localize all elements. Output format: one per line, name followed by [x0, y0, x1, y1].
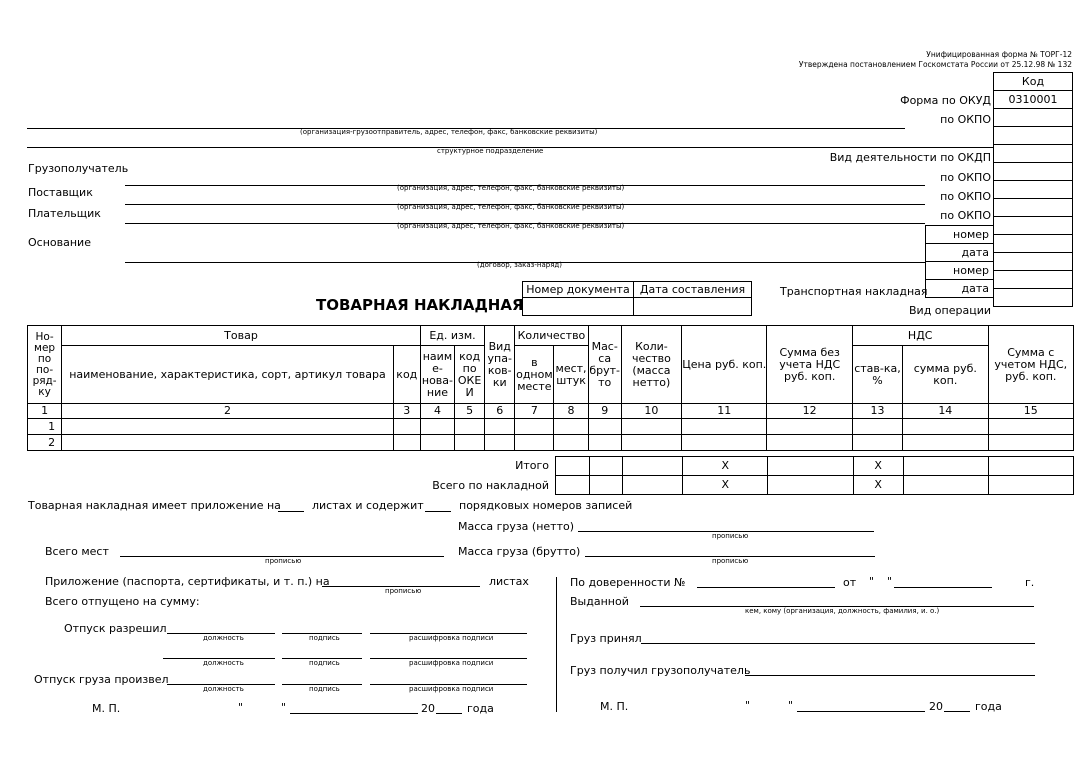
x-mark: X	[683, 476, 768, 495]
doverennost-label: По доверенности №	[570, 576, 686, 589]
col-kod-header: код	[393, 346, 420, 404]
mass-netto-label: Масса груза (нетто)	[458, 520, 575, 533]
rasshifrovka-caption: расшифровка подписи	[409, 634, 494, 642]
doverennost-number-line[interactable]	[697, 587, 835, 588]
col-number: 11	[682, 404, 767, 419]
okpo-label-3: по ОКПО	[940, 190, 991, 203]
quote: "	[788, 699, 794, 712]
col-v-odnom-header: в одном месте	[515, 346, 554, 404]
ot-label: от	[843, 576, 857, 589]
row-number: 2	[28, 435, 62, 451]
quote: "	[238, 701, 244, 714]
col-ed-code-header: код по ОКЕ И	[455, 346, 485, 404]
col-number: 6	[485, 404, 515, 419]
transport-number-label: номер	[926, 262, 994, 280]
table-row[interactable]	[28, 435, 1074, 451]
otpusk-razreshil-label: Отпуск разрешил	[64, 622, 167, 635]
col-number: 10	[621, 404, 681, 419]
goda-right: года	[975, 700, 1002, 713]
attach-text-3: порядковых номеров записей	[459, 499, 633, 512]
okdp-label: Вид деятельности по ОКДП	[829, 151, 991, 164]
document-title: ТОВАРНАЯ НАКЛАДНАЯ	[316, 296, 524, 314]
podpis-caption: подпись	[309, 659, 340, 667]
vertical-divider	[556, 577, 557, 712]
operation-type-value[interactable]	[994, 289, 1073, 307]
gruz-prinyal-label: Груз принял	[570, 632, 642, 645]
date-line-left[interactable]	[290, 713, 418, 714]
x-mark: X	[853, 476, 903, 495]
quote: "	[887, 575, 893, 588]
vsego-row	[556, 476, 1074, 495]
col-ed-name-header: наим е-нова-ние	[420, 346, 454, 404]
okpo-shipper-value[interactable]	[994, 109, 1073, 127]
operation-type-label: Вид операции	[909, 304, 991, 317]
otpusk-proizvel-label: Отпуск груза произвел	[34, 673, 169, 686]
subdivision-caption: структурное подразделение	[437, 147, 544, 155]
basis-date-label: дата	[926, 244, 994, 262]
propisyu-caption: прописью	[265, 557, 302, 565]
gruz-prinyal-line[interactable]	[641, 643, 1035, 644]
rasshifrovka-caption: расшифровка подписи	[409, 659, 494, 667]
consignee-label: Грузополучатель	[28, 162, 129, 175]
shipper-caption: (организация-грузоотправитель, адрес, телефон, факс, банковские реквизиты)	[300, 128, 598, 136]
col-number: 12	[767, 404, 852, 419]
col-kolvo-header: Количество	[515, 326, 588, 346]
col-number: 8	[554, 404, 588, 419]
col-number: 4	[420, 404, 454, 419]
goda-left: года	[467, 702, 494, 715]
consignee-caption: (организация, адрес, телефон, факс, банковские реквизиты)	[397, 184, 625, 192]
year-prefix-left: 20	[421, 702, 435, 715]
quote: "	[745, 699, 751, 712]
col-number: 3	[393, 404, 420, 419]
okud-value: 0310001	[994, 91, 1073, 109]
form-name: Унифицированная форма № ТОРГ-12	[926, 50, 1072, 59]
payer-caption: (организация, адрес, телефон, факс, банковские реквизиты)	[397, 222, 625, 230]
vydannoy-label: Выданной	[570, 595, 629, 608]
col-number: 1	[28, 404, 62, 419]
col-number: 14	[903, 404, 988, 419]
dolzhnost-caption: должность	[203, 685, 244, 693]
totals-table	[555, 456, 1074, 495]
doc-date-label: Дата составления	[634, 282, 752, 298]
supplier-caption: (организация, адрес, телефон, факс, банковские реквизиты)	[397, 203, 625, 211]
vsego-label: Всего по накладной	[432, 479, 549, 492]
row-number: 1	[28, 419, 62, 435]
col-sum-nds-header: Сумма с учетом НДС, руб. коп.	[988, 326, 1073, 404]
date-line-right[interactable]	[797, 711, 925, 712]
year-prefix-right: 20	[929, 700, 943, 713]
year-line-left[interactable]	[436, 713, 462, 714]
doverennost-date-line[interactable]	[894, 587, 992, 588]
okpo-label-2: по ОКПО	[940, 171, 991, 184]
dolzhnost-caption: должность	[203, 659, 244, 667]
doc-date-value[interactable]	[634, 298, 752, 316]
g-label: г.	[1025, 576, 1035, 589]
vsego-mest-label: Всего мест	[45, 545, 109, 558]
col-num-header: Но-мер по по-ряд-ку	[28, 326, 62, 404]
mp-left: М. П.	[92, 702, 121, 715]
podpis-caption: подпись	[309, 634, 340, 642]
table-row[interactable]	[28, 419, 1074, 435]
col-massa-header: Мас-са брут-то	[588, 326, 621, 404]
payer-label: Плательщик	[28, 207, 101, 220]
year-line-right[interactable]	[944, 711, 970, 712]
col-kol-netto-header: Коли-чество (масса нетто)	[621, 326, 681, 404]
transport-number-value[interactable]	[994, 253, 1073, 271]
subdivision-value[interactable]	[994, 127, 1073, 145]
okpo-supplier-value[interactable]	[994, 181, 1073, 199]
itogo-row	[556, 457, 1074, 476]
attach-records-line[interactable]	[425, 511, 451, 512]
col-nds-header: НДС	[852, 326, 988, 346]
supplier-label: Поставщик	[28, 186, 93, 199]
prilozhenie-label: Приложение (паспорта, сертификаты, и т. п.) на	[45, 575, 330, 588]
listah-label: листах	[489, 575, 529, 588]
basis-date-value[interactable]	[994, 235, 1073, 253]
col-price-header: Цена руб. коп.	[682, 326, 767, 404]
okpo-label-1: по ОКПО	[940, 113, 991, 126]
mass-brutto-label: Масса груза (брутто)	[458, 545, 581, 558]
col-name-header: наименование, характеристика, сорт, артикул товара	[62, 346, 394, 404]
propisyu-caption: прописью	[712, 532, 749, 540]
quote: "	[869, 575, 875, 588]
vsego-otpusheno-label: Всего отпущено на сумму:	[45, 595, 200, 608]
transport-label: Транспортная накладная	[780, 285, 928, 298]
okpo-label-4: по ОКПО	[940, 209, 991, 222]
transport-date-value[interactable]	[994, 271, 1073, 289]
mp-right: М. П.	[600, 700, 629, 713]
col-nds-sum-header: сумма руб. коп.	[903, 346, 988, 404]
col-number: 2	[62, 404, 394, 419]
col-stavka-header: став-ка, %	[852, 346, 902, 404]
podpis-caption: подпись	[309, 685, 340, 693]
dolzhnost-caption: должность	[203, 634, 244, 642]
col-ed-header: Ед. изм.	[420, 326, 484, 346]
attach-text-1: Товарная накладная имеет приложение на	[28, 499, 281, 512]
approval-text: Утверждена постановлением Госкомстата России от 25.12.98 № 132	[798, 60, 1072, 69]
col-number: 9	[588, 404, 621, 419]
basis-number-value[interactable]	[994, 217, 1073, 235]
attach-sheets-line[interactable]	[278, 511, 304, 512]
okpo-consignee-value[interactable]	[994, 163, 1073, 181]
basis-label-box	[925, 225, 994, 298]
gruz-poluchil-label: Груз получил грузополучатель	[570, 664, 751, 677]
col-number: 13	[852, 404, 902, 419]
basis-caption: (договор, заказ-наряд)	[477, 261, 562, 269]
col-mest-header: мест, штук	[554, 346, 588, 404]
col-vid-header: Вид упа-ков-ки	[485, 326, 515, 404]
x-mark: X	[683, 457, 768, 476]
basis-label: Основание	[28, 236, 91, 249]
quote: "	[281, 701, 287, 714]
okpo-payer-value[interactable]	[994, 199, 1073, 217]
col-sum-no-nds-header: Сумма без учета НДС руб. коп.	[767, 326, 852, 404]
propisyu-caption: прописью	[712, 557, 749, 565]
doc-number-box	[522, 281, 752, 316]
code-column	[993, 72, 1073, 307]
itogo-label: Итого	[515, 459, 549, 472]
col-number: 7	[515, 404, 554, 419]
doc-number-value[interactable]	[523, 298, 634, 316]
col-number: 15	[988, 404, 1073, 419]
column-numbers-row	[28, 404, 1074, 419]
gruz-poluchil-line[interactable]	[745, 675, 1035, 676]
rasshifrovka-caption: расшифровка подписи	[409, 685, 494, 693]
col-number: 5	[455, 404, 485, 419]
doc-number-label: Номер документа	[523, 282, 634, 298]
okdp-value[interactable]	[994, 145, 1073, 163]
col-tovar-header: Товар	[62, 326, 421, 346]
basis-number-label: номер	[926, 226, 994, 244]
x-mark: X	[853, 457, 903, 476]
transport-date-label: дата	[926, 280, 994, 298]
goods-table	[27, 325, 1074, 451]
kod-header: Код	[994, 73, 1073, 91]
okud-label: Форма по ОКУД	[900, 94, 991, 107]
kem-komu-caption: кем, кому (организация, должность, фамилия, и. о.)	[745, 607, 940, 615]
attach-text-2: листах и содержит	[312, 499, 424, 512]
propisyu-caption: прописью	[385, 587, 422, 595]
